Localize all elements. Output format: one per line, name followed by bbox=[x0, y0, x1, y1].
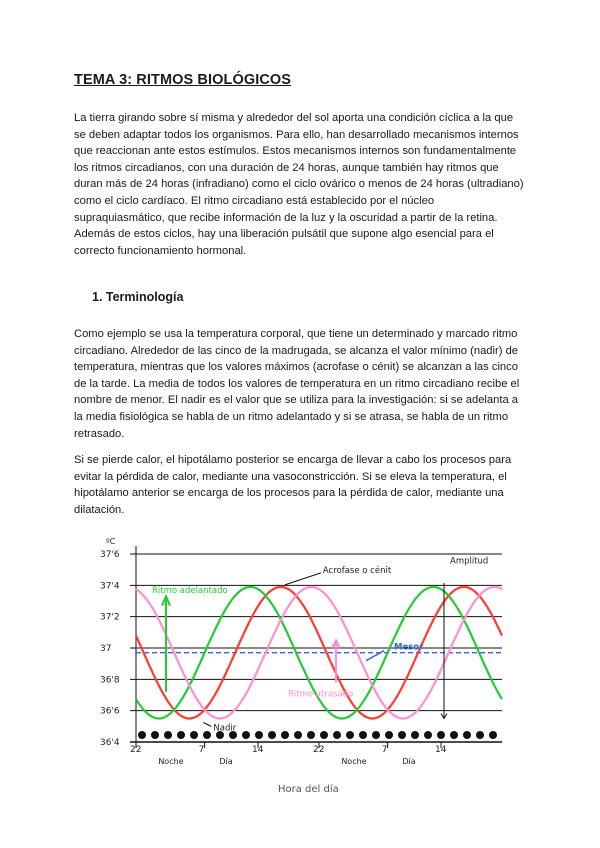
x-tick-label: 14 bbox=[252, 745, 264, 755]
nadir-label: Nadir bbox=[213, 723, 237, 734]
day-night-marker bbox=[411, 731, 419, 739]
day-night-marker bbox=[151, 731, 159, 739]
temperature-rhythm-chart bbox=[100, 530, 520, 830]
thermoregulation-paragraph: Si se pierde calor, el hipotálamo posterior se encarga de llevar a cabo los procesos para evitar la pérdida de calor, mediante una vasoconstricción. Si se eleva la temperatura, el hipotálamo anterior se encarga de los procesos para la pérdida de calor, mediante una dilatación. bbox=[74, 454, 512, 516]
x-period-label: Día bbox=[402, 757, 416, 766]
adelantado-label: Ritmo adelantado bbox=[152, 586, 228, 597]
mesor-label: Mesor bbox=[394, 642, 424, 653]
y-tick-label: 37'6 bbox=[100, 550, 120, 560]
day-night-marker bbox=[320, 731, 328, 739]
day-night-marker bbox=[437, 731, 445, 739]
unit-label: ºC bbox=[106, 537, 116, 546]
atrasado-label: Ritmo atrasado bbox=[288, 689, 354, 700]
chart-svg bbox=[100, 530, 520, 830]
terminology-paragraph: Como ejemplo se usa la temperatura corporal, que tiene un determinado y marcado ritmo circadiano. Alrededor de las cinco de la madrugada, se alcanza el valor mínimo (nadir) de temperatura, mientras que los valores máximos (acrofase o cénit) se alcanzan a las cinco de la tarde. La media de todos los valores de temperatura en un ritmo circadiano recibe el nombre de menor. El nadir es el valor que se utiliza para la investigación: si se adelanta a la media fisiológica se habla de un ritmo adelantado y si se atrasa, se habla de un ritmo retrasado. bbox=[74, 328, 520, 440]
x-tick-label: 14 bbox=[435, 745, 447, 755]
day-night-marker bbox=[164, 731, 172, 739]
y-tick-label: 37'4 bbox=[100, 581, 120, 592]
day-night-marker bbox=[346, 731, 354, 739]
x-tick-label: 7 bbox=[198, 745, 205, 755]
acrofase-label: Acrofase o cénit bbox=[322, 565, 392, 576]
day-night-marker bbox=[203, 731, 211, 739]
day-night-marker bbox=[463, 731, 471, 739]
day-night-marker bbox=[424, 731, 432, 739]
day-night-marker bbox=[255, 731, 263, 739]
amplitude-label: Amplitud bbox=[450, 556, 489, 567]
acrofase-pointer bbox=[285, 573, 321, 585]
day-night-marker bbox=[294, 731, 302, 739]
x-period-label: Noche bbox=[158, 757, 184, 766]
day-night-marker bbox=[398, 731, 406, 739]
day-night-marker bbox=[242, 731, 250, 739]
nadir-pointer bbox=[203, 723, 211, 727]
day-night-marker bbox=[138, 731, 146, 739]
day-night-marker bbox=[190, 731, 198, 739]
day-night-marker bbox=[372, 731, 380, 739]
day-night-marker bbox=[359, 731, 367, 739]
x-axis-title: Hora del día bbox=[278, 784, 339, 795]
day-night-marker bbox=[307, 731, 315, 739]
y-tick-label: 37 bbox=[100, 644, 112, 654]
y-tick-label: 36'8 bbox=[100, 675, 120, 686]
x-tick-label: 22 bbox=[313, 745, 325, 755]
document-title: TEMA 3: RITMOS BIOLÓGICOS bbox=[74, 72, 292, 88]
x-tick-label: 7 bbox=[381, 745, 388, 755]
x-period-label: Día bbox=[219, 757, 233, 766]
x-period-label: Noche bbox=[341, 757, 367, 766]
y-tick-label: 37'2 bbox=[100, 612, 120, 623]
day-night-marker bbox=[385, 731, 393, 739]
y-tick-label: 36'4 bbox=[100, 738, 120, 748]
day-night-marker bbox=[450, 731, 458, 739]
section-heading-terminologia: 1. Terminología bbox=[92, 290, 184, 304]
day-night-marker bbox=[268, 731, 276, 739]
day-night-marker bbox=[333, 731, 341, 739]
intro-paragraph: La tierra girando sobre sí misma y alrededor del sol aporta una condición cíclica a la que se deben adaptar todos los organismos. Para ello, han desarrollado mecanismos internos que reaccionan ante estos estímulos. Estos mecanismos internos son fundamentalmente los ritmos circadianos, con una duración de 24 horas, aunque también hay ritmos que duran más de 24 horas (infradiano) como el ciclo ovárico o menos de 24 horas (ultradiano) como el ciclo cardíaco. El ritmo circadiano está establecido por el núcleo supraquiasmático, que recibe información de la luz y la oscuridad a partir de la retina. Además de estos ciclos, hay una liberación pulsátil que supone algo esencial para el correcto funcionamiento hormonal. bbox=[74, 112, 524, 257]
x-tick-label: 22 bbox=[130, 745, 142, 755]
day-night-marker bbox=[177, 731, 185, 739]
day-night-marker bbox=[489, 731, 497, 739]
day-night-marker bbox=[281, 731, 289, 739]
y-tick-label: 36'6 bbox=[100, 706, 120, 717]
day-night-marker bbox=[476, 731, 484, 739]
